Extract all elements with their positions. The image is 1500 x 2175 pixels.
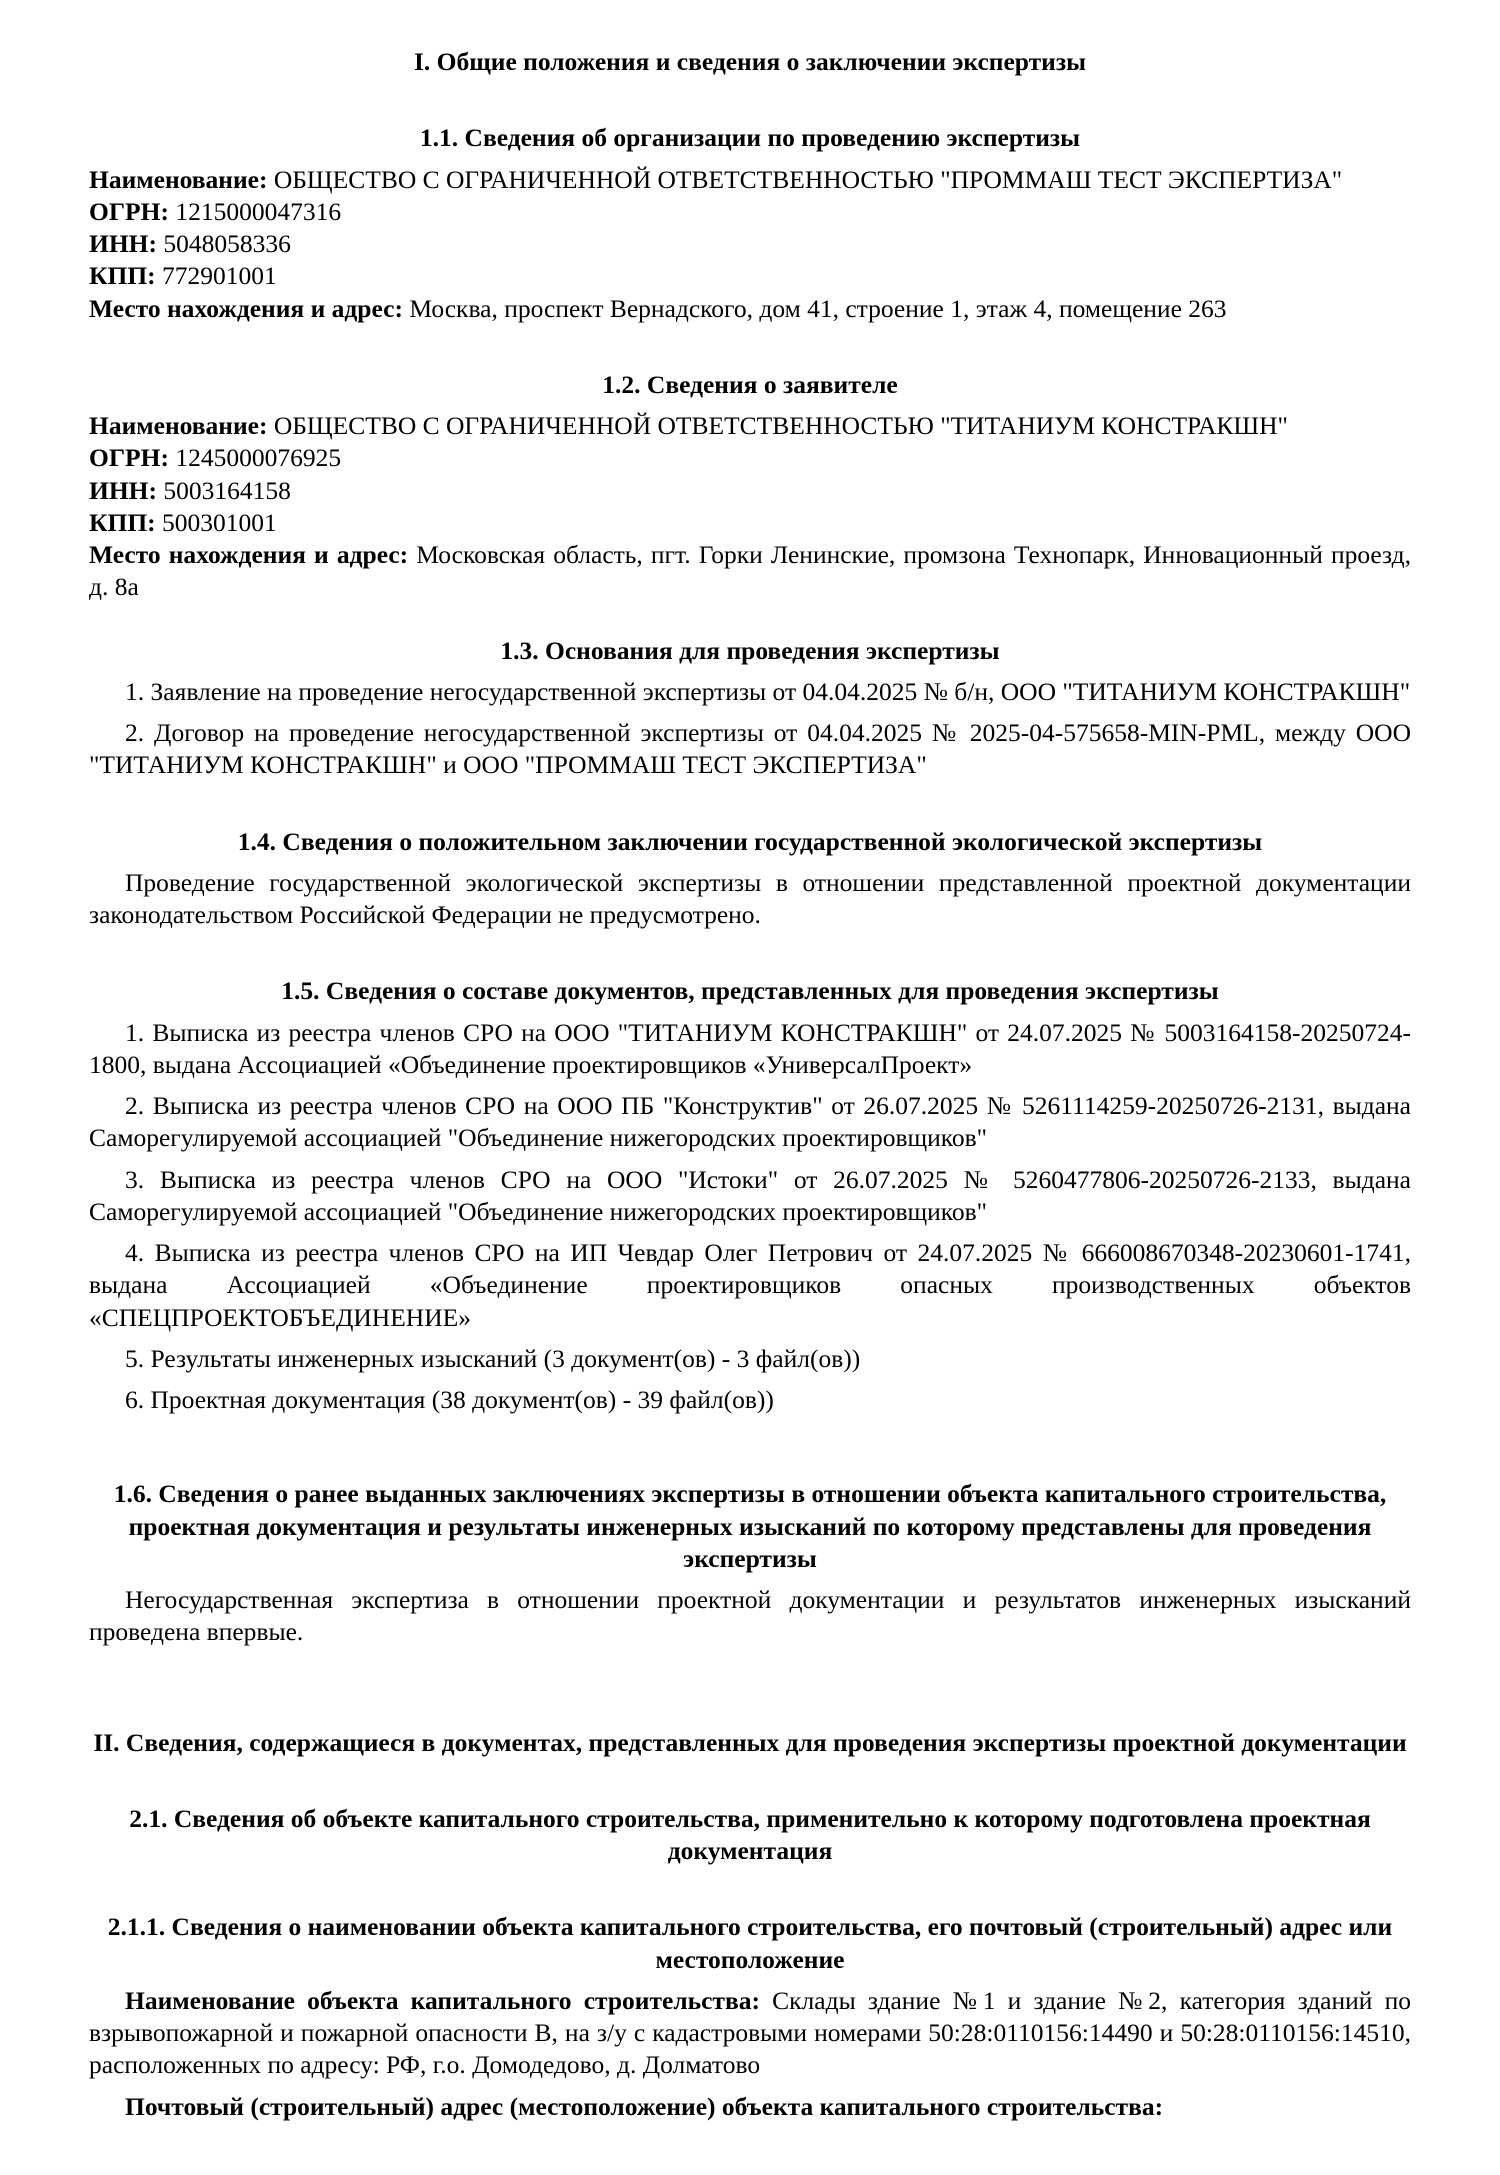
spacer bbox=[89, 78, 1411, 122]
org-name-label: Наименование: bbox=[89, 164, 268, 194]
spacer bbox=[89, 782, 1411, 826]
document-body bbox=[89, 46, 1411, 2123]
subsection-1-4-title: 1.4. Сведения о положительном заключении государственной экологической экспертизы bbox=[237, 826, 1263, 856]
subsection-2-1-1-title: 2.1.1. Сведения о наименовании объекта капитального строительства, его почтовый (строительный) адрес или местоположение bbox=[107, 1912, 1393, 1974]
applicant-address-row bbox=[89, 539, 1411, 604]
postal-address-label: Почтовый (строительный) адрес (местоположение) объекта капитального строительства: bbox=[125, 2091, 1164, 2121]
spacer bbox=[89, 1375, 1411, 1384]
org-name-row bbox=[89, 164, 1411, 196]
subsection-2-1-title: 2.1. Сведения об объекте капитального строительства, применительно к которому подготовлена проектная документация bbox=[129, 1803, 1371, 1865]
applicant-address-value: Московская область, пгт. Горки Ленинские, промзона Технопарк, Инновационный проезд, д. 8а bbox=[89, 540, 1412, 602]
spacer bbox=[89, 604, 1411, 635]
spacer bbox=[89, 858, 1411, 867]
spacer bbox=[89, 1575, 1411, 1584]
org-inn-label: ИНН: bbox=[89, 229, 157, 258]
spacer bbox=[89, 667, 1411, 676]
spacer bbox=[89, 1867, 1411, 1911]
applicant-kpp-row bbox=[89, 507, 1411, 539]
subsection-1-6-title: 1.6. Сведения о ранее выданных заключениях экспертизы в отношении объекта капитального строительства, проектная документация и результаты инженерных изысканий по которому представлены для проведения экспертизы bbox=[113, 1479, 1387, 1573]
prior-conclusions-text: Негосударственная экспертиза в отношении проектной документации и результатов инженерных изысканий проведена впервые. bbox=[89, 1585, 1411, 1647]
spacer bbox=[89, 1976, 1411, 1985]
org-name-value: ОБЩЕСТВО С ОГРАНИЧЕННОЙ ОТВЕТСТВЕННОСТЬЮ "ПРОММАШ ТЕСТ ЭКСПЕРТИЗА" bbox=[267, 164, 1343, 194]
docs-item-4: 4. Выписка из реестра членов СРО на ИП Чевдар Олег Петрович от 24.07.2025 № 666008670348-20230601-1741, выдана Ассоциацией «Объединение проектировщиков опасных производственных объектов «СПЕЦПРОЕКТОБЪЕДИНЕНИЕ» bbox=[89, 1238, 1411, 1332]
org-ogrn-label: ОГРН: bbox=[89, 196, 169, 226]
spacer bbox=[89, 401, 1411, 410]
applicant-inn-row bbox=[89, 475, 1411, 507]
object-name-value: Склады здание №1 и здание №2, категория зданий по взрывопожарной и пожарной опасности В, на з/у с кадастровыми номерами 50:28:0110156:14490 и 50:28:0110156:14510, расположенных по адресу: РФ, г.о. Домодедово, д. Долматово bbox=[89, 1985, 1411, 2080]
spacer bbox=[89, 1081, 1411, 1090]
subsection-1-3-title: 1.3. Основания для проведения экспертизы bbox=[500, 635, 1000, 665]
applicant-kpp-value: 500301001 bbox=[155, 507, 277, 537]
org-kpp-label: КПП: bbox=[89, 261, 156, 291]
applicant-name-value: ОБЩЕСТВО С ОГРАНИЧЕННОЙ ОТВЕТСТВЕННОСТЬЮ "ТИТАНИУМ КОНСТРАКШН" bbox=[267, 411, 1288, 440]
org-kpp-row bbox=[89, 260, 1411, 292]
spacer bbox=[89, 1228, 1411, 1237]
spacer bbox=[89, 1759, 1411, 1803]
basis-item-2: 2. Договор на проведение негосударственной экспертизы от 04.04.2025 № 2025-04-575658-MIN-PML, между ООО "ТИТАНИУМ КОНСТРАКШН" и ООО "ПРОММАШ ТЕСТ ЭКСПЕРТИЗА" bbox=[89, 718, 1411, 780]
eco-expertise-text: Проведение государственной экологической экспертизы в отношении представленной проектной документации законодательством Российской Федерации не предусмотрено. bbox=[89, 867, 1411, 929]
org-inn-value: 5048058336 bbox=[157, 229, 291, 258]
spacer bbox=[89, 325, 1411, 369]
org-address-row bbox=[89, 293, 1411, 325]
spacer bbox=[89, 1155, 1411, 1164]
applicant-address-label: Место нахождения и адрес: bbox=[89, 540, 409, 569]
section-1-title: I. Общие положения и сведения о заключении экспертизы bbox=[413, 47, 1087, 76]
object-name-label: Наименование объекта капитального строительства: bbox=[125, 1985, 760, 2015]
spacer bbox=[89, 1334, 1411, 1343]
docs-item-2: 2. Выписка из реестра членов СРО на ООО ПБ "Конструктив" от 26.07.2025 № 5261114259-20250726-2131, выдана Саморегулируемой ассоциацией "Объединение нижегородских проектировщиков" bbox=[89, 1091, 1411, 1153]
docs-item-3: 3. Выписка из реестра членов СРО на ООО "Истоки" от 26.07.2025 № 5260477806-20250726-2133, выдана Саморегулируемой ассоциацией "Объединение нижегородских проектировщиков" bbox=[89, 1164, 1411, 1226]
docs-item-6: 6. Проектная документация (38 документ(ов) - 39 файл(ов)) bbox=[125, 1385, 774, 1414]
spacer bbox=[89, 1649, 1411, 1727]
org-inn-row bbox=[89, 228, 1411, 260]
basis-item-1: 1. Заявление на проведение негосударственной экспертизы от 04.04.2025 № б/н, ООО "ТИТАНИУМ КОНСТРАКШН" bbox=[125, 676, 1411, 706]
section-2-title: II. Сведения, содержащиеся в документах, представленных для проведения экспертизы проектной документации bbox=[93, 1727, 1407, 1757]
applicant-inn-value: 5003164158 bbox=[157, 475, 291, 505]
org-ogrn-value: 1215000047316 bbox=[168, 196, 342, 226]
spacer bbox=[89, 1416, 1411, 1478]
org-ogrn-row bbox=[89, 196, 1411, 228]
postal-address-row bbox=[89, 2091, 1411, 2123]
spacer bbox=[89, 2082, 1411, 2091]
docs-item-5: 5. Результаты инженерных изысканий (3 документ(ов) - 3 файл(ов)) bbox=[125, 1343, 861, 1373]
subsection-1-2-title: 1.2. Сведения о заявителе bbox=[602, 369, 898, 399]
spacer bbox=[89, 931, 1411, 975]
applicant-ogrn-row bbox=[89, 442, 1411, 474]
org-address-value: Москва, проспект Вернадского, дом 41, строение 1, этаж 4, помещение 263 bbox=[402, 293, 1227, 323]
applicant-kpp-label: КПП: bbox=[89, 507, 156, 537]
subsection-1-1-title: 1.1. Сведения об организации по проведению экспертизы bbox=[419, 123, 1081, 153]
spacer bbox=[89, 708, 1411, 717]
applicant-name-row bbox=[89, 410, 1411, 442]
applicant-name-label: Наименование: bbox=[89, 411, 268, 440]
object-name-row bbox=[89, 1985, 1411, 2082]
applicant-inn-label: ИНН: bbox=[89, 475, 157, 505]
spacer bbox=[89, 155, 1411, 164]
subsection-1-5-title: 1.5. Сведения о составе документов, представленных для проведения экспертизы bbox=[281, 976, 1219, 1006]
org-kpp-value: 772901001 bbox=[155, 261, 277, 291]
spacer bbox=[89, 1008, 1411, 1017]
docs-item-1: 1. Выписка из реестра членов СРО на ООО "ТИТАНИУМ КОНСТРАКШН" от 24.07.2025 № 5003164158-20250724-1800, выдана Ассоциацией «Объединение проектировщиков «УниверсалПроект» bbox=[89, 1017, 1411, 1079]
org-address-label: Место нахождения и адрес: bbox=[89, 293, 403, 323]
applicant-ogrn-value: 1245000076925 bbox=[168, 443, 342, 473]
applicant-ogrn-label: ОГРН: bbox=[89, 443, 169, 473]
